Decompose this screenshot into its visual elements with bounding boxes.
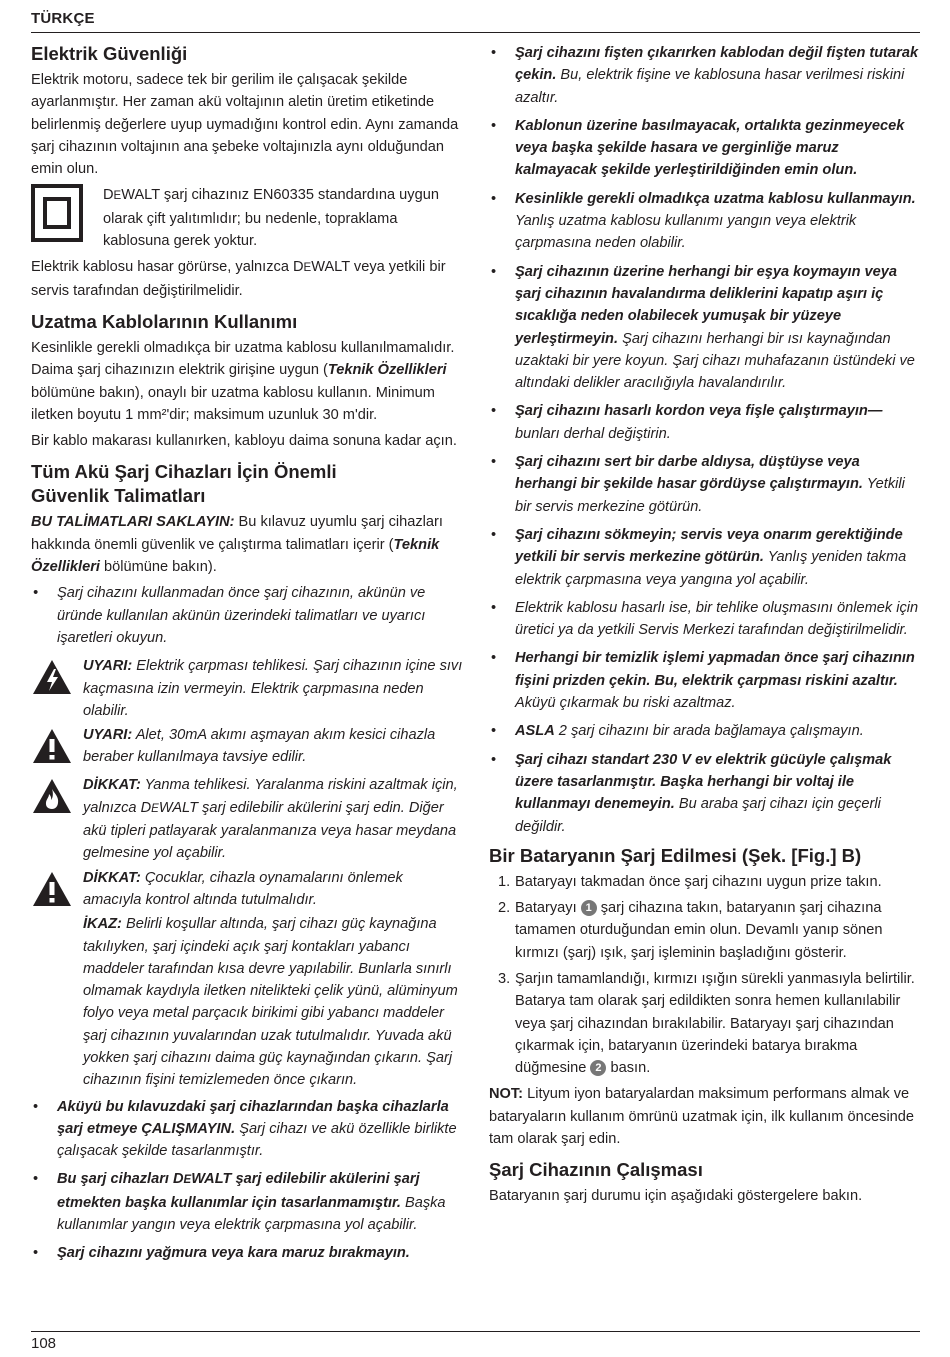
charging-steps [489,871,921,1080]
electric-shock-icon [31,658,75,703]
header-rule [31,32,920,33]
callout-badge: 2 [590,1060,606,1076]
list-item: • Herhangi bir temizlik işlemi yapmadan önce şarj cihazının fişini prizden çekin. Bu, elektrik çarpması riskini azaltır. Aküyü çıkarmak bu riski azaltmaz. [489,647,921,714]
notice-paragraph: İKAZ: Belirli koşullar altında, şarj cihazı güç kaynağına takılıyken, şarj içindeki açık şarj kontakları yabancı maddeler tarafından kısa devre yapılabilir. Bunlarla sınırlı olmamak kaydıyla iletken nitelikteki çelik yünü, alüminyum folyo veya metal parçacık birikimi gibi yabancı maddeler şarj cihazının yuvalarından uzak tutulmalıdır. Yuvada akü yokken şarj cihazını daima güç kaynağından çıkarın. Şarj cihazının fişini temizlemeden önce çıkarın. [83,916,458,1089]
language-header: TÜRKÇE [31,10,95,27]
paragraph: Bataryanın şarj durumu için aşağıdaki göstergelere bakın. [489,1188,863,1205]
paragraph: Kesinlikle gerekli olmadıkça bir uzatma kablosu kullanılmamalıdır. Daima şarj cihazınızın elektrik girişine uygun (Teknik Özellikleri bölümüne bakın), onaylı bir uzatma kablosu kullanın. Minimum iletken boyutu 1 mm²'dir; maksimum uzunluk 30 m'dir. [31,339,455,423]
paragraph: Bir kablo makarası kullanırken, kabloyu daima sonuna kadar açın. [31,433,457,450]
list-item: • Şarj cihazını kullanmadan önce şarj cihazının, akünün ve üründe kullanılan akünün üzerindeki talimatları ve uyarıcı işaretleri okuyun. [31,582,465,649]
section-title-safety-instructions: Tüm Akü Şarj Cihazları İçin Önemli Güvenlik Talimatları [31,461,337,507]
section-title-electrical-safety: Elektrik Güvenliği [31,43,188,64]
list-item: • Şarj cihazını hasarlı kordon veya fişle çalıştırmayın— bunları derhal değiştirin. [489,400,921,445]
safety-list [31,582,465,649]
note-paragraph: NOT: Lityum iyon bataryalardan maksimum performans almak ve bataryaların kullanım ömrünü uzatmak için, ilk kullanım öncesinde tam olarak şarj edin. [489,1086,915,1148]
section-title-charging-battery: Bir Bataryanın Şarj Edilmesi (Şek. [Fig.] B) [489,844,862,866]
list-item: • Şarj cihazını sert bir darbe aldıysa, düştüyse veya herhangi bir şekilde hasar gördüyse çalıştırmayın. Yetkili bir servis merkezine götürün. [489,451,921,518]
list-item: • Şarj cihazını fişten çıkarırken kablodan değil fişten tutarak çekin. Bu, elektrik fişine ve kablosuna hasar verilmesi riskini azaltır. [489,42,921,109]
warning-icon [31,870,75,915]
warning-electric: UYARI: Elektrik çarpması tehlikesi. Şarj cihazının içine sıvı kaçmasına izin vermeyin. Elektrik çarpmasına neden olabilir. [31,655,465,722]
right-column [489,42,921,1212]
page-number: 108 [31,1335,57,1352]
list-item: • Şarj cihazını sökmeyin; servis veya onarım gerektiğinde yetkili bir servis merkezine götürün. Yanlış yeniden takma elektrik çarpmasına veya yangına yol açabilir. [489,524,921,591]
caution-children: DİKKAT: Çocuklar, cihazla oynamalarını önlemek amacıyla kontrol altında tutulmalıdır. İKAZ: Belirli koşullar altında, şarj cihazı güç kaynağına takılıyken, şarj içindeki açık şarj kontakları yabancı maddeler tarafından kısa devre yapılabilir. Bunlarla sınırlı olmamak kaydıyla iletken nitelikteki çelik yünü, alüminyum folyo veya metal parçacık birikimi gibi yabancı maddeler şarj cihazının yuvalarından uzak tutulmalıdır. Yuvada akü yokken şarj cihazını daima güç kaynağından çıkarın. Şarj cihazının fişini temizlemeden önce çıkarın. [31,867,465,1092]
double-insulation-block [31,184,465,252]
list-item: • ASLA 2 şarj cihazını bir arada bağlamaya çalışmayın. [489,720,921,742]
list-item: • Kablonun üzerine basılmayacak, ortalıkta gezinmeyecek veya başka şekilde hasara ve gerginliğe maruz kalmayacak şekilde yerleştirildiğinden emin olun. [489,115,921,182]
caution-burn: DİKKAT: Yanma tehlikesi. Yaralanma riskini azaltmak için, yalnızca DEWALT şarj edilebilir akülerini şarj edin. Diğer akü tipleri patlayarak yaralanmanıza veya hasar meydana gelmesine yol açabilir. [31,774,465,864]
footer-rule [31,1331,920,1332]
step-item: 2. Bataryayı 1 şarj cihazına takın, bataryanın şarj cihazına tamamen oturduğundan emin olun. Devamlı yanıp sönen kırmızı (şarj) ışık, şarj işleminin başladığını gösterir. [498,900,883,961]
list-item: • Kesinlikle gerekli olmadıkça uzatma kablosu kullanmayın. Yanlış uzatma kablosu kullanımı yangın veya elektrik çarpmasına neden olabilir. [489,188,921,255]
callout-badge: 1 [581,900,597,916]
step-item: 3. Şarjın tamamlandığı, kırmızı ışığın sürekli yanmasıyla belirtilir. Batarya tam olarak şarj edildikten sonra hemen kullanılabilir veya şarj cihazından bırakılabilir. Bataryayı şarj cihazından çıkarmak için, bataryanın üzerindeki batarya bırakma düğmesine 2 basın. [498,970,915,1077]
list-item: • Elektrik kablosu hasarlı ise, bir tehlike oluşmasını önlemek için üretici ya da yetkili Servis Merkezi tarafından değiştirilmelidir. [489,597,921,642]
safety-list-right [489,42,921,838]
section-title-extension-cords: Uzatma Kablolarının Kullanımı [31,310,298,332]
list-item: • Aküyü bu kılavuzdaki şarj cihazlarından başka cihazlarla şarj etmeye ÇALIŞMAYIN. Şarj cihazı ve akü özellikle birlikte çalışacak şekilde tasarlanmıştır. [31,1096,465,1163]
double-insulation-icon [31,184,83,249]
double-insulation-text: DEWALT şarj cihazınız EN60335 standardına uygun olarak çift yalıtımlıdır; bu nedenle, topraklama kablosuna gerek yoktur. [103,187,439,250]
left-column [31,42,465,1271]
list-item: • Şarj cihazı standart 230 V ev elektrik gücüyle çalışmak üzere tasarlanmıştır. Başka herhangi bir voltaj ile kullanmayı denemeyin. Bu araba şarj cihazı için geçerli değildir. [489,749,921,838]
fire-icon [31,777,75,822]
paragraph: Elektrik kablosu hasar görürse, yalnızca DEWALT veya yetkili bir servis tarafından değiştirilmelidir. [31,259,446,299]
warning-icon [31,727,75,772]
paragraph: BU TALİMATLARI SAKLAYIN: Bu kılavuz uyumlu şarj cihazları hakkında önemli güvenlik ve çalıştırma talimatları içerir (Teknik Özellikleri bölümüne bakın). [31,514,443,576]
list-item: • Bu şarj cihazları DEWALT şarj edilebilir akülerini şarj etmekten başka kullanımlar için tasarlanmamıştır. Başka kullanımlar yangın veya elektrik çarpmasına yol açabilir. [31,1168,465,1236]
list-item: • Şarj cihazının üzerine herhangi bir eşya koymayın veya şarj cihazının havalandırma deliklerini kapatıp aşırı iç sıcaklığa neden olabilecek yumuşak bir yüzeye yerleştirmeyin. Şarj cihazını herhangi bir ısı kaynağından uzaktaki bir yere koyun. Şarj cihazı muhafazanın üstündeki ve altındaki delikler aracılığıyla havalandırılır. [489,261,921,395]
safety-list-continued [31,1096,465,1265]
warning-rcd: UYARI: Alet, 30mA akımı aşmayan akım kesici cihazla beraber kullanılmaya tavsiye edilir. [31,724,465,772]
step-item: 1. Bataryayı takmadan önce şarj cihazını uygun prize takın. [498,873,882,890]
paragraph: Elektrik motoru, sadece tek bir gerilim ile çalışacak şekilde ayarlanmıştır. Her zaman akü voltajının aletin üretim etiketinde belirlenmiş değerlere uyup uymadığını kontrol edin. Aynı zamanda şarj cihazının voltajının ana şebeke voltajınızla aynı olduğundan emin olun. [31,72,459,178]
list-item: • Şarj cihazını yağmura veya kara maruz bırakmayın. [31,1242,465,1264]
section-title-charger-operation: Şarj Cihazının Çalışması [489,1159,703,1181]
